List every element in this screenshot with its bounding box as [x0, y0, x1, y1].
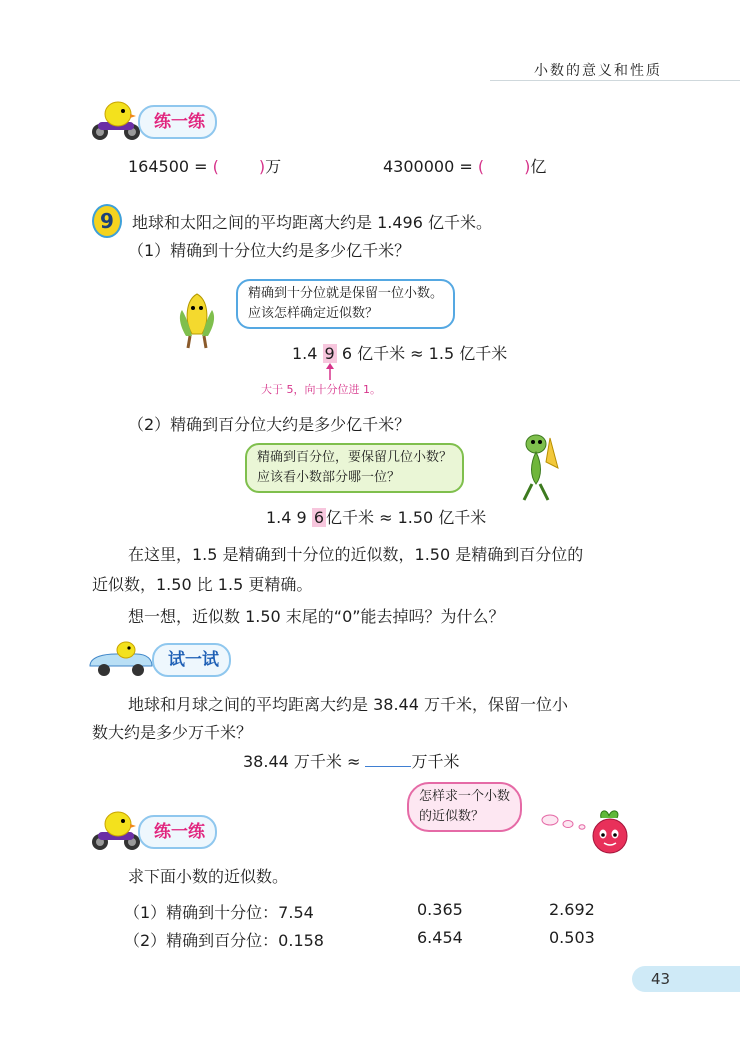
- hint-bubble-2: [245, 443, 464, 493]
- close-paren: ): [258, 157, 266, 176]
- example-number-badge: 9: [92, 204, 122, 238]
- page-number: 43: [651, 970, 671, 988]
- exercise-row-1-label: （1）精确到十分位：7.54: [124, 903, 314, 922]
- hint-line: 精确到十分位就是保留一位小数。: [248, 286, 444, 301]
- hint-bubble-3: [407, 782, 522, 832]
- example-statement: 地球和太阳之间的平均距离大约是 1.496 亿千米。: [132, 213, 492, 232]
- unit: 万: [265, 157, 282, 176]
- hint-line: 应该看小数部分哪一位？: [257, 470, 401, 485]
- header-rule: [490, 80, 740, 81]
- hint-bubble-1: [236, 279, 455, 329]
- highlighted-digit: 6: [313, 508, 324, 527]
- exercise-row-1-value-2: 0.365: [417, 900, 463, 919]
- up-arrow-icon: [324, 362, 336, 380]
- paragraph-line: 近似数，1.50 比 1.5 更精确。: [92, 575, 313, 594]
- expr-part: 38.44 万千米 ≈: [243, 752, 361, 771]
- exercise-row-2-label: （2）精确到百分位：0.158: [124, 931, 324, 950]
- exercise-row-2-value-2: 6.454: [417, 928, 463, 947]
- section-title: 小数的意义和性质: [534, 63, 662, 79]
- hint-line: 精确到百分位，要保留几位小数？: [257, 450, 453, 465]
- try-tag: 试一试: [152, 643, 231, 677]
- corn-character-illustration: [172, 290, 222, 352]
- expr-part: 万千米: [411, 752, 460, 771]
- chick-in-car-illustration: [86, 640, 156, 678]
- chick-on-motorbike-illustration: [86, 810, 146, 852]
- practice-instruction: 求下面小数的近似数。: [128, 867, 289, 886]
- think-question: 想一想，近似数 1.50 末尾的“0”能去掉吗？为什么？: [128, 607, 505, 626]
- exercise-row-1-value-3: 2.692: [549, 900, 595, 919]
- question-1: （1）精确到十分位大约是多少亿千米？: [128, 241, 411, 260]
- page-number-bar: [632, 966, 740, 992]
- unit: 亿: [530, 157, 547, 176]
- grasshopper-character-illustration: [510, 428, 564, 504]
- open-paren: (: [212, 157, 219, 176]
- expr-part: 亿千米 ≈ 1.50 亿千米: [326, 508, 487, 527]
- expression-1: [292, 341, 507, 364]
- exercise-item-1: [128, 154, 281, 177]
- try-text-line: 数大约是多少万千米？: [92, 723, 253, 742]
- expr-part: 6 亿千米 ≈ 1.5 亿千米: [341, 344, 508, 363]
- hint-line: 怎样求一个小数: [419, 789, 511, 804]
- paragraph-line: 在这里，1.5 是精确到十分位的近似数，1.50 是精确到百分位的: [128, 545, 584, 564]
- expr-part: 1.4: [292, 344, 318, 363]
- practice-tag-1: 练一练: [138, 105, 217, 139]
- practice-tag-2: 练一练: [138, 815, 217, 849]
- chick-on-motorbike-illustration: [86, 100, 146, 142]
- expr-part: 1.4 9: [266, 508, 307, 527]
- rounding-note: 大于 5，向十分位进 1。: [261, 383, 381, 396]
- exercise-item-2: [383, 154, 546, 177]
- radish-character-illustration: [583, 806, 637, 860]
- expression-2: [266, 505, 486, 528]
- exercise-row-2-value-3: 0.503: [549, 928, 595, 947]
- close-paren: ): [524, 157, 531, 176]
- try-expression: [243, 749, 460, 772]
- open-paren: (: [477, 157, 485, 176]
- exercise-lhs: 164500 =: [128, 157, 213, 176]
- question-2: （2）精确到百分位大约是多少亿千米？: [128, 415, 411, 434]
- try-text-line: 地球和月球之间的平均距离大约是 38.44 万千米，保留一位小: [128, 695, 568, 714]
- answer-blank[interactable]: [365, 752, 411, 767]
- exercise-lhs: 4300000 =: [383, 157, 478, 176]
- hint-line: 的近似数？: [419, 809, 485, 824]
- highlighted-digit: 9: [324, 344, 335, 363]
- hint-line: 应该怎样确定近似数？: [248, 306, 379, 321]
